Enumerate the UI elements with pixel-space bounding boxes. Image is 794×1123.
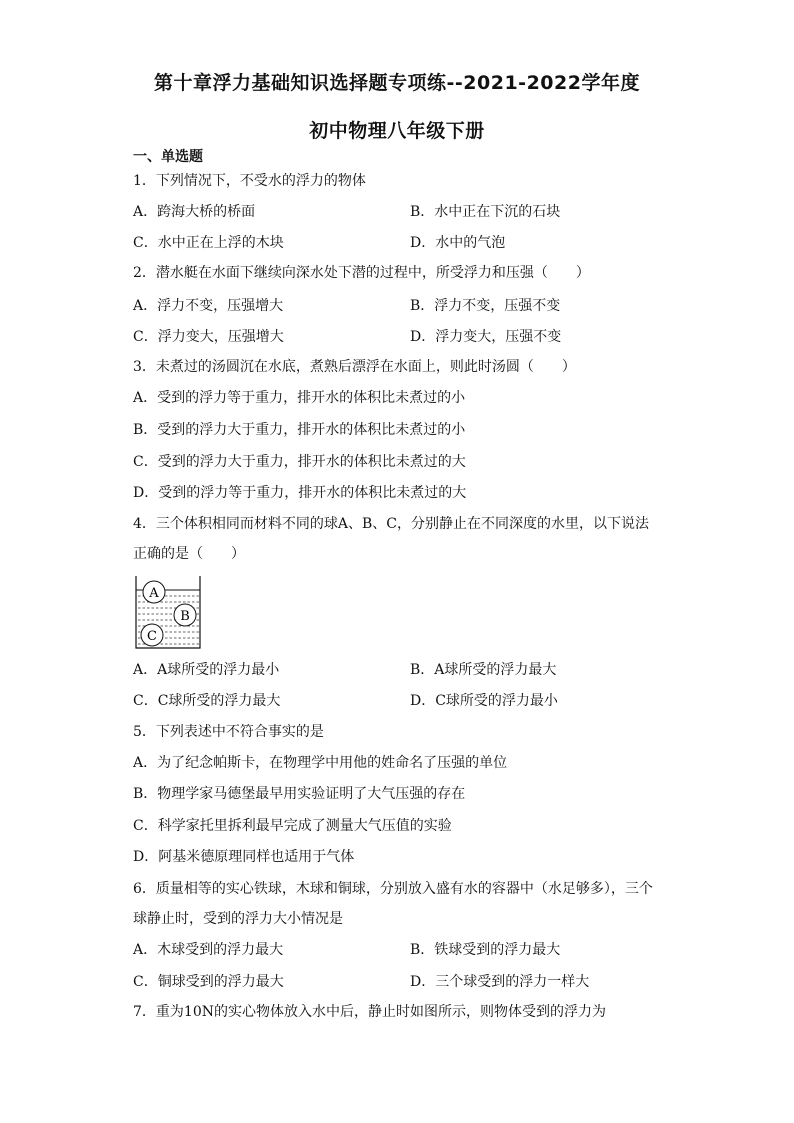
question-4-stem-line-1: 4．三个体积相同而材料不同的球A、B、C，分别静止在不同深度的水里，以下说法: [133, 516, 650, 532]
question-7-stem: 7．重为10N的实心物体放入水中后，静止时如图所示，则物体受到的浮力为: [133, 1004, 606, 1020]
question-6-stem-line-1: 6．质量相等的实心铁球，木球和铜球，分别放入盛有水的容器中（水足够多），三个: [133, 881, 653, 897]
question-2-stem: 2．潜水艇在水面下继续向深水处下潜的过程中，所受浮力和压强（ ）: [133, 265, 590, 281]
question-3-stem: 3．未煮过的汤圆沉在水底，煮熟后漂浮在水面上，则此时汤圆（ ）: [133, 359, 576, 375]
question-6-option-d: D．三个球受到的浮力一样大: [410, 974, 590, 990]
question-1-option-b: B．水中正在下沉的石块: [410, 204, 561, 220]
title-line-2: 初中物理八年级下册: [309, 120, 485, 142]
question-4-option-a: A．A球所受的浮力最小: [133, 662, 280, 678]
question-4-stem-line-2: 正确的是（ ）: [133, 546, 245, 562]
ball-c-label: C: [147, 629, 157, 644]
question-4-option-d: D．C球所受的浮力最小: [410, 693, 558, 709]
ball-b-label: B: [180, 609, 190, 624]
question-5-option-c: C．科学家托里拆利最早完成了测量大气压值的实验: [133, 818, 452, 834]
beaker-figure: [133, 574, 203, 650]
question-5-stem: 5．下列表述中不符合事实的是: [133, 724, 324, 740]
question-1-option-d: D．水中的气泡: [410, 235, 506, 251]
question-2-option-a: A．浮力不变，压强增大: [133, 298, 284, 314]
question-3-option-c: C．受到的浮力大于重力，排开水的体积比未煮过的大: [133, 454, 466, 470]
question-6-option-b: B．铁球受到的浮力最大: [410, 942, 561, 958]
question-2-option-d: D．浮力变大，压强不变: [410, 329, 562, 345]
question-5-option-a: A．为了纪念帕斯卡，在物理学中用他的姓命名了压强的单位: [133, 755, 508, 771]
question-5-option-b: B．物理学家马德堡最早用实验证明了大气压强的存在: [133, 786, 466, 802]
question-1-stem: 1．下列情况下，不受水的浮力的物体: [133, 173, 366, 189]
question-3-option-a: A．受到的浮力等于重力，排开水的体积比未煮过的小: [133, 390, 466, 406]
question-2-option-c: C．浮力变大，压强增大: [133, 329, 284, 345]
question-6-stem-line-2: 球静止时，受到的浮力大小情况是: [133, 911, 343, 927]
question-5-option-d: D．阿基米德原理同样也适用于气体: [133, 849, 355, 865]
question-4-option-b: B．A球所受的浮力最大: [410, 662, 557, 678]
question-2-option-b: B．浮力不变，压强不变: [410, 298, 561, 314]
question-6-option-c: C．铜球受到的浮力最大: [133, 974, 284, 990]
beaker-diagram: [133, 574, 203, 650]
question-4-option-c: C．C球所受的浮力最大: [133, 693, 281, 709]
question-1-option-a: A．跨海大桥的桥面: [133, 204, 256, 220]
question-1-option-c: C．水中正在上浮的木块: [133, 235, 284, 251]
question-6-option-a: A．木球受到的浮力最大: [133, 942, 284, 958]
question-3-option-b: B．受到的浮力大于重力，排开水的体积比未煮过的小: [133, 422, 466, 438]
section-heading: 一、单选题: [133, 149, 203, 165]
question-3-option-d: D．受到的浮力等于重力，排开水的体积比未煮过的大: [133, 485, 467, 501]
ball-a-label: A: [149, 586, 159, 601]
title-line-1: 第十章浮力基础知识选择题专项练--2021-2022学年度: [154, 72, 640, 94]
